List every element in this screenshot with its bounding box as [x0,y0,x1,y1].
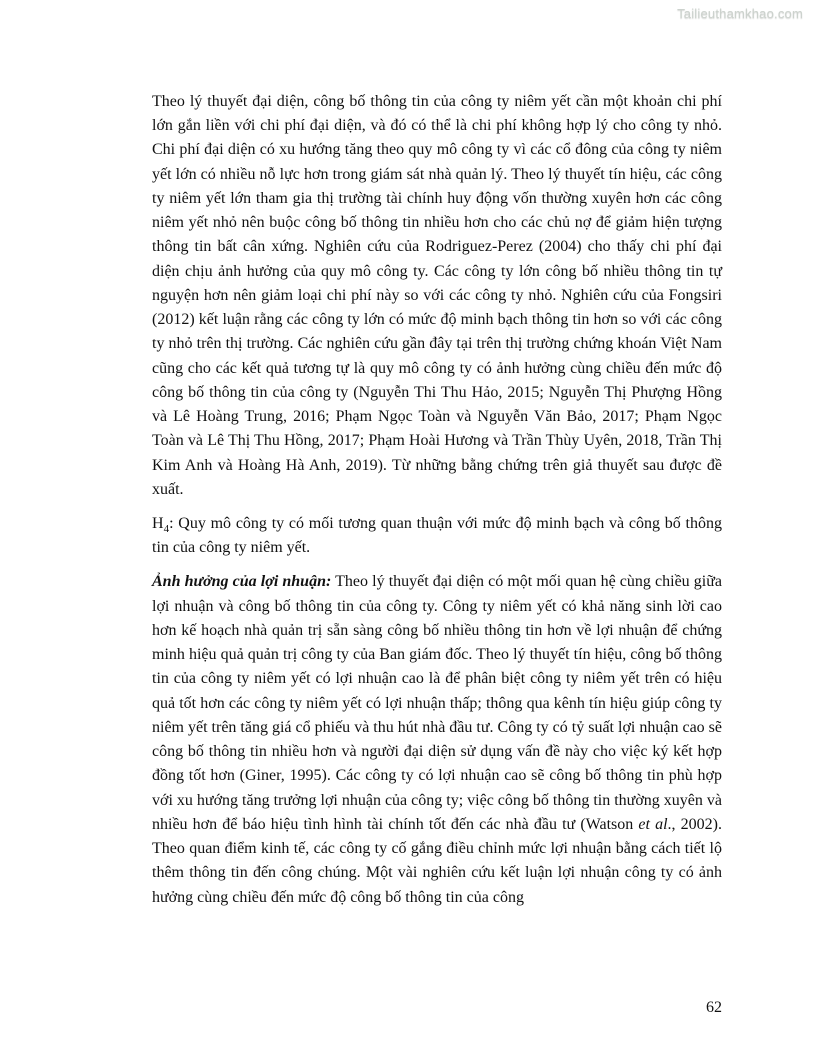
text-run: Ảnh hưởng của lợi nhuận: [152,573,332,591]
page-number: 62 [706,999,722,1016]
text-run: et al [638,815,668,833]
watermark: Tailieuthamkhao.com [677,6,803,21]
text-run: : Quy mô công ty có mối tương quan thuận với mức độ minh bạch và công bố thông tin của công ty niêm yết. [152,514,722,557]
text-run: H [152,514,164,532]
text-run: 4 [163,523,170,536]
text-run: ., 2002). Theo quan điểm kinh tế, các công ty cố gắng điều chỉnh mức lợi nhuận bằng cách tiết lộ thêm thông tin đến công chúng. Một vài nghiên cứu kết luận lợi nhuận công ty có ảnh hưởng cùng chiều đến mức độ công bố thông tin của công [152,815,723,906]
text-run: Theo lý thuyết đại diện có một mối quan hệ cùng chiều giữa lợi nhuận và công bố thông tin của công ty. Công ty niêm yết có khả năng sinh lời cao hơn kế hoạch nhà quản trị sẵn sàng công bố nhiều thông tin hơn về lợi nhuận để chứng minh hiệu quả quản trị công ty của Ban giám đốc. Theo lý thuyết tín hiệu, công bố thông tin của công ty niêm yết có lợi nhuận cao là để phân biệt công ty niêm yết trên có hiệu quả tốt hơn các công ty niêm yết có lợi nhuận thấp; thông qua kênh tín hiệu giúp công ty niêm yết trên tăng giá cổ phiếu và thu hút nhà đầu tư. Công ty có tỷ suất lợi nhuận cao sẽ công bố thông tin nhiều hơn và người đại diện sử dụng vấn đề này cho việc ký kết hợp đồng tốt hơn (Giner, 1995). Các công ty có lợi nhuận cao sẽ công bố thông tin phù hợp với xu hướng tăng trưởng lợi nhuận của công ty; việc công bố thông tin thường xuyên và nhiều hơn để báo hiệu tình hình tài chính tốt đến các nhà đầu tư (Watson [152,573,723,833]
paragraph [152,570,722,909]
text-run: Theo lý thuyết đại diện, công bố thông tin của công ty niêm yết cần một khoản chi phí lớn gắn liền với chi phí đại diện, và đó có thể là chi phí không hợp lý cho công ty nhỏ. Chi phí đại diện có xu hướng tăng theo quy mô công ty vì các cổ đông của công ty niêm yết lớn có nhiều nỗ lực hơn trong giám sát nhà quản lý. Theo lý thuyết tín hiệu, các công ty niêm yết lớn tham gia thị trường tài chính huy động vốn thường xuyên hơn các công niêm yết nhỏ nên buộc công bố thông tin nhiều hơn cho các chủ nợ để giảm hiện tượng thông tin bất cân xứng. Nghiên cứu của Rodriguez-Perez (2004) cho thấy chi phí đại diện chịu ảnh hưởng của quy mô công ty. Các công ty lớn công bố nhiều thông tin tự nguyện hơn nên giảm loại chi phí này so với các công ty nhỏ. Nghiên cứu của Fongsiri (2012) kết luận rằng các công ty lớn có mức độ minh bạch thông tin hơn so với các công ty nhỏ trên thị trường. Các nghiên cứu gần đây tại trên thị trường chứng khoán Việt Nam cũng cho các kết quả tương tự là quy mô công ty có ảnh hưởng cùng chiều đến mức độ công bố thông tin của công ty (Nguyễn Thi Thu Hảo, 2015; Nguyễn Thị Phượng Hồng và Lê Hoàng Trung, 2016; Phạm Ngọc Toàn và Nguyễn Văn Bảo, 2017; Phạm Ngọc Toàn và Lê Thị Thu Hồng, 2017; Phạm Hoài Hương và Trần Thùy Uyên, 2018, Trần Thị Kim Anh và Hoàng Hà Anh, 2019). Từ những bằng chứng trên giả thuyết sau được đề xuất. [152,93,722,498]
document-content [152,90,722,920]
paragraph [152,512,722,560]
paragraph [152,90,722,502]
